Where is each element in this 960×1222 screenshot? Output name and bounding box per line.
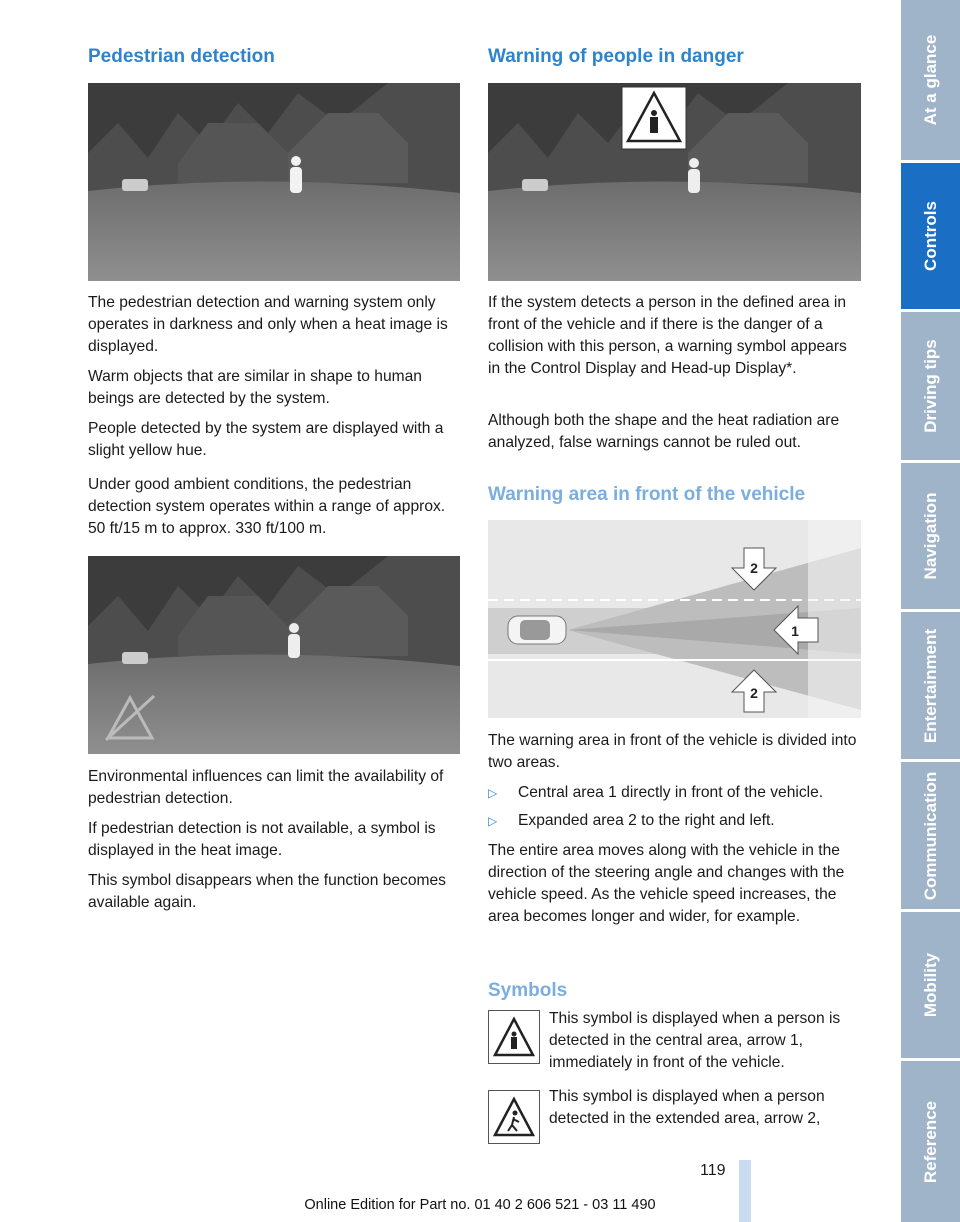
chapter-tabs <box>901 0 960 1222</box>
tab-entertainment[interactable]: Entertainment <box>901 612 960 759</box>
paragraph: If pedestrian detection is not available, a symbol is displayed in the heat image. <box>88 820 436 859</box>
warning-area-diagram <box>488 520 861 718</box>
diagram-label-1: 1 <box>791 623 799 639</box>
tab-driving-tips[interactable]: Driving tips <box>901 312 960 460</box>
heat-image-warning <box>488 83 861 281</box>
diagram-label-2-top: 2 <box>750 560 758 576</box>
paragraph: This symbol disappears when the function becomes available again. <box>88 872 446 911</box>
diagram-label-2-bottom: 2 <box>750 685 758 701</box>
tab-at-a-glance[interactable]: At a glance <box>901 0 960 160</box>
subsection-title-warning-area: Warning area in front of the vehicle <box>488 484 806 505</box>
heat-image-unavailable <box>88 556 460 754</box>
warning-person-symbol <box>488 1010 540 1064</box>
tab-controls[interactable]: Controls <box>901 163 960 309</box>
paragraph: The entire area moves along with the vehicle in the direction of the steering angle and changes with the vehicle speed. As the vehicle speed increases, the area becomes longer and wider, for example. <box>488 842 845 925</box>
paragraph: Although both the shape and the heat radiation are analyzed, false warnings cannot be ruled out. <box>488 412 840 451</box>
paragraph: Warm objects that are similar in shape to human beings are detected by the system. <box>88 368 422 407</box>
section-title-pedestrian-detection: Pedestrian detection <box>88 46 275 67</box>
symbol-description: This symbol is displayed when a person is detected in the central area, arrow 1, immediately in front of the vehicle. <box>549 1010 841 1071</box>
bullet-triangle-icon: ▷ <box>488 814 498 828</box>
bullet-triangle-icon: ▷ <box>488 786 498 800</box>
tab-mobility[interactable]: Mobility <box>901 912 960 1058</box>
paragraph: People detected by the system are displayed with a slight yellow hue. <box>88 420 444 459</box>
paragraph: Environmental influences can limit the availability of pedestrian detection. <box>88 768 444 807</box>
paragraph: The pedestrian detection and warning system only operates in darkness and only when a heat image is displayed. <box>88 294 448 355</box>
tab-navigation[interactable]: Navigation <box>901 463 960 609</box>
paragraph: If the system detects a person in the defined area in front of the vehicle and if there is the danger of a collision with this person, a warning symbol appears in the Control Display and Head-up Display*. <box>488 294 847 377</box>
subsection-title-symbols: Symbols <box>488 980 568 1001</box>
paragraph: Under good ambient conditions, the pedestrian detection system operates within a range of approx. 50 ft/15 m to approx. 330 ft/100 m. <box>88 476 446 537</box>
page-number: 119 <box>700 1162 726 1179</box>
footer-edition: Online Edition for Part no. 01 40 2 606 521 - 03 11 490 <box>304 1197 656 1213</box>
heat-image-pedestrian <box>88 83 460 281</box>
tab-reference[interactable]: Reference <box>901 1061 960 1222</box>
paragraph: The warning area in front of the vehicle is divided into two areas. <box>488 732 857 771</box>
warning-triangle-person-icon <box>489 1011 539 1063</box>
symbol-description: This symbol is displayed when a person detected in the extended area, arrow 2, <box>549 1088 825 1127</box>
section-title-warning-people: Warning of people in danger <box>488 46 744 67</box>
warning-triangle-walking-icon <box>489 1091 539 1143</box>
warning-person-walking-symbol <box>488 1090 540 1144</box>
tab-communication[interactable]: Communication <box>901 762 960 909</box>
